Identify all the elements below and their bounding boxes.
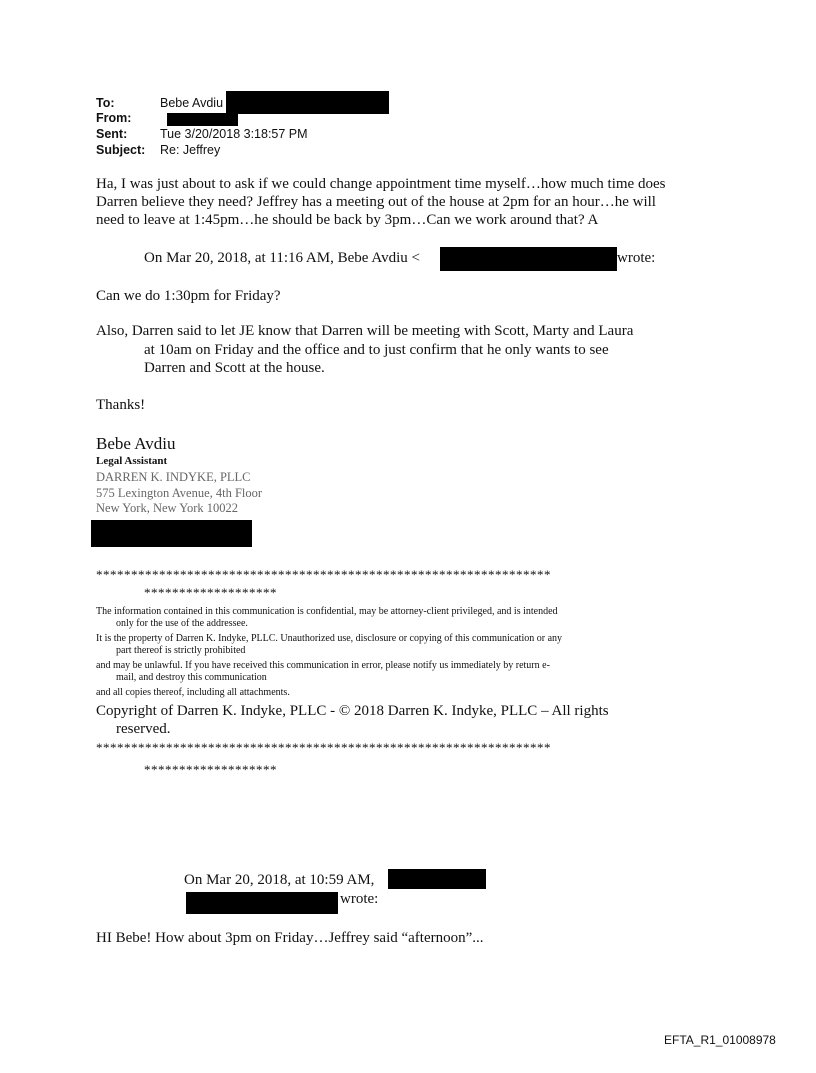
disclaimer-line: only for the use of the addressee.: [116, 618, 248, 629]
quote2-reply: HI Bebe! How about 3pm on Friday…Jeffrey said “afternoon”...: [96, 930, 484, 946]
disclaimer-line: and all copies thereof, including all attachments.: [96, 687, 290, 698]
disclaimer-line: part thereof is strictly prohibited: [116, 645, 246, 656]
stars-divider: *****************************************************************: [96, 567, 551, 582]
redaction-email: [440, 247, 617, 271]
quote2-intro: On Mar 20, 2018, at 10:59 AM,: [184, 872, 375, 888]
to-value: Bebe Avdiu: [160, 96, 224, 110]
copyright-line: Copyright of Darren K. Indyke, PLLC - © 2018 Darren K. Indyke, PLLC – All rights: [96, 703, 609, 719]
quote-also: Also, Darren said to let JE know that Darren will be meeting with Scott, Marty and Laura: [96, 323, 634, 339]
sent-label: Sent:: [96, 127, 128, 141]
quote-wrote: wrote:: [617, 250, 656, 266]
subject-value: Re: Jeffrey: [160, 143, 221, 157]
redaction-from: [167, 113, 238, 126]
to-label: To:: [96, 96, 115, 110]
stars-divider: *****************************************************************: [96, 740, 551, 755]
quote-thanks: Thanks!: [96, 397, 146, 413]
redaction-to-email: [226, 91, 389, 114]
signature-title: Legal Assistant: [96, 455, 168, 467]
message-line: Darren believe they need? Jeffrey has a meeting out of the house at 2pm for an hour…he will: [96, 194, 656, 210]
disclaimer-line: mail, and destroy this communication: [116, 672, 267, 683]
message-line: Ha, I was just about to ask if we could change appointment time myself…how much time does: [96, 176, 666, 192]
quote-also: Darren and Scott at the house.: [144, 360, 325, 376]
signature-firm: DARREN K. INDYKE, PLLC: [96, 470, 251, 484]
stars-divider: *******************: [144, 762, 277, 777]
quote2-wrote: wrote:: [340, 891, 379, 907]
document-id: EFTA_R1_01008978: [664, 1033, 776, 1047]
disclaimer-line: It is the property of Darren K. Indyke, PLLC. Unauthorized use, disclosure or copying of this communication or any: [96, 633, 563, 644]
signature-name: Bebe Avdiu: [96, 434, 176, 453]
redaction-sender-email: [186, 892, 338, 914]
sent-value: Tue 3/20/2018 3:18:57 PM: [160, 127, 308, 141]
redaction-phone: [91, 520, 252, 547]
redaction-sender-name: [388, 869, 486, 889]
quote-ask: Can we do 1:30pm for Friday?: [96, 288, 281, 304]
signature-address: 575 Lexington Avenue, 4th Floor: [96, 486, 263, 500]
disclaimer-line: and may be unlawful. If you have received this communication in error, please notify us immediately by return e-: [96, 660, 550, 671]
message-line: need to leave at 1:45pm…he should be back by 3pm…Can we work around that? A: [96, 212, 599, 228]
from-label: From:: [96, 111, 132, 125]
signature-address: New York, New York 10022: [96, 501, 239, 515]
subject-label: Subject:: [96, 143, 146, 157]
quote-intro: On Mar 20, 2018, at 11:16 AM, Bebe Avdiu <: [144, 250, 420, 266]
disclaimer-line: The information contained in this communication is confidential, may be attorney-client privileged, and is intended: [96, 606, 558, 617]
quote-also: at 10am on Friday and the office and to just confirm that he only wants to see: [144, 342, 609, 358]
copyright-line: reserved.: [116, 721, 171, 737]
stars-divider: *******************: [144, 585, 277, 600]
